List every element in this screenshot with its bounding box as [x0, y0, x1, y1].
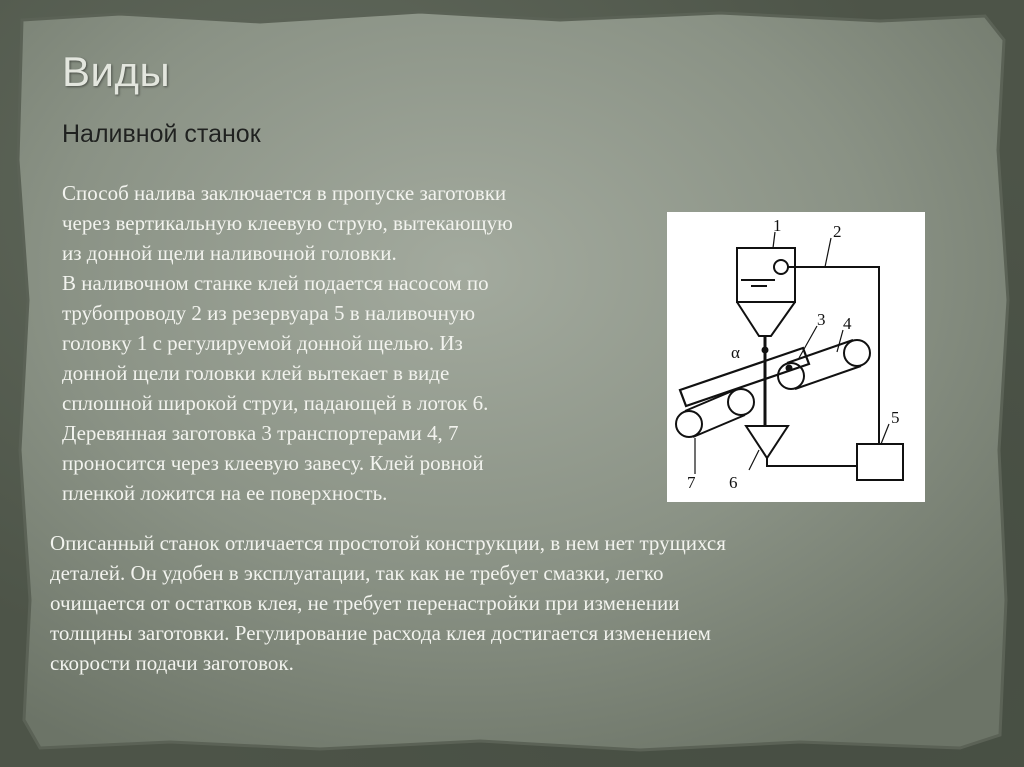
- text-line: толщины заготовки. Регулирование расхода клея достигается изменением: [50, 621, 711, 645]
- machine-diagram: [667, 212, 925, 502]
- text-line: Описанный станок отличается простотой конструкции, в нем нет трущихся: [50, 531, 726, 555]
- conveyor-7-roller-right: [728, 389, 754, 415]
- float-valve: [774, 260, 788, 274]
- text-line: пленкой ложится на ее поверхность.: [62, 481, 388, 505]
- pipeline: [788, 267, 879, 444]
- glue-tray: [746, 426, 788, 458]
- text-line: В наливочном станке клей подается насосом по: [62, 271, 489, 295]
- slide-subtitle: Наливной станок: [62, 120, 261, 148]
- label-6: 6: [729, 473, 738, 492]
- text-line: донной щели головки клей вытекает в виде: [62, 361, 450, 385]
- conveyor-4-roller-right: [844, 340, 870, 366]
- pump-line: [767, 456, 857, 466]
- text-line: деталей. Он удобен в эксплуатации, так как не требует смазки, легко: [50, 561, 664, 585]
- text-line: Способ налива заключается в пропуске заготовки: [62, 181, 507, 205]
- text-line: скорости подачи заготовок.: [50, 651, 294, 675]
- text-line: трубопроводу 2 из резервуара 5 в наливочную: [62, 301, 476, 325]
- text-line: проносится через клеевую завесу. Клей ровной: [62, 451, 484, 475]
- text-line: через вертикальную клеевую струю, вытекающую: [62, 211, 513, 235]
- glue-head: [737, 248, 795, 302]
- conveyor-7-roller-left: [676, 411, 702, 437]
- reservoir: [857, 444, 903, 480]
- label-7: 7: [687, 473, 696, 492]
- slide-title: Виды: [62, 48, 171, 95]
- label-5: 5: [891, 408, 900, 427]
- text-line: головку 1 с регулируемой донной щелью. Из: [62, 331, 463, 355]
- label-1: 1: [773, 216, 782, 235]
- label-alpha: α: [731, 343, 740, 362]
- curtain-point: [762, 347, 769, 354]
- text-line: сплошной широкой струи, падающей в лоток 6.: [62, 391, 489, 415]
- label-3: 3: [817, 310, 826, 329]
- text-line: очищается от остатков клея, не требует перенастройки при изменении: [50, 591, 680, 615]
- contact-point: [786, 365, 793, 372]
- description-paragraph: [62, 178, 662, 508]
- label-4: 4: [843, 314, 852, 333]
- summary-paragraph: [50, 528, 970, 678]
- label-2: 2: [833, 222, 842, 241]
- text-line: из донной щели наливочной головки.: [62, 241, 397, 265]
- workpiece: [680, 348, 809, 406]
- text-line: Деревянная заготовка 3 транспортерами 4, 7: [62, 421, 459, 445]
- diagram-svg: [667, 212, 925, 502]
- head-funnel: [737, 302, 795, 336]
